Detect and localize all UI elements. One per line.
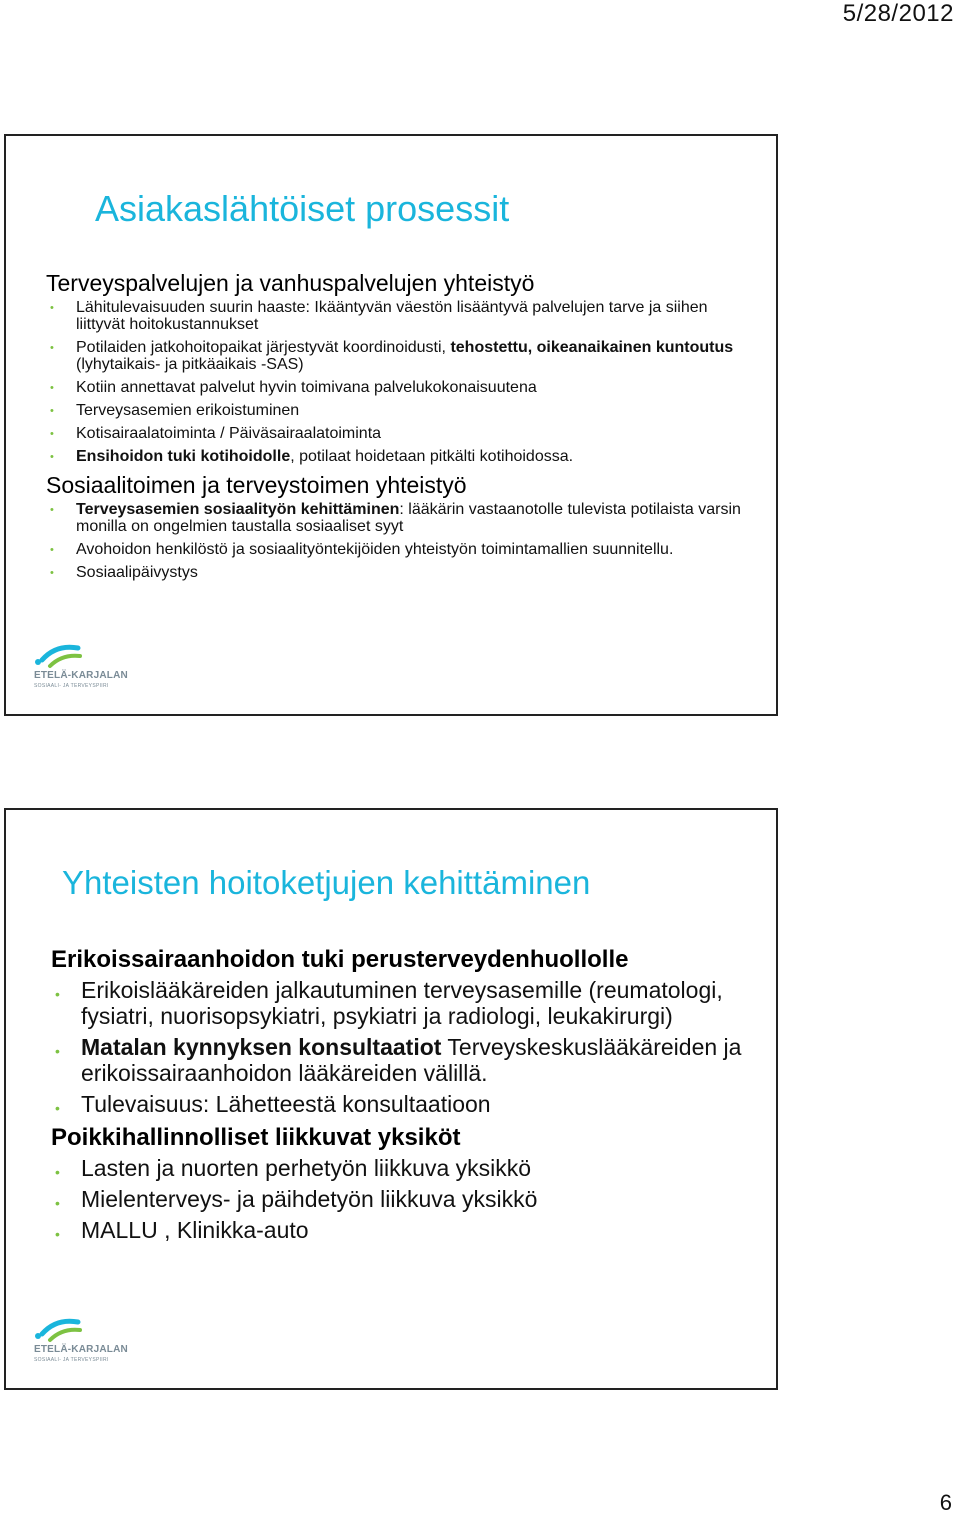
bullet-dot-icon: •	[50, 302, 54, 314]
bullet-dot-icon: •	[50, 451, 54, 463]
bullet-dot-icon: •	[50, 428, 54, 440]
bullet-item: • Kotiin annettavat palvelut hyvin toimivana palvelukokonaisuutena	[50, 379, 537, 396]
bullet-dot-icon: •	[55, 1164, 60, 1180]
bullet-item: • Terveysasemien sosiaalityön kehittäminen: lääkärin vastaanotolle tulevista potilaista varsin monilla on ongelmien taustalla sosiaaliset syyt	[50, 501, 741, 535]
section-heading: Poikkihallinnolliset liikkuvat yksiköt	[51, 1124, 461, 1151]
bullet-dot-icon: •	[50, 504, 54, 516]
bullet-item: • Mielenterveys- ja päihdetyön liikkuva yksikkö	[51, 1186, 756, 1212]
bullet-dot-icon: •	[50, 567, 54, 579]
bullet-list	[51, 977, 756, 1117]
slide-title: Asiakaslähtöiset prosessit	[95, 188, 510, 229]
bullet-dot-icon: •	[55, 1043, 60, 1059]
slide-body	[46, 269, 746, 587]
slide-body	[51, 944, 756, 1248]
bullet-item: • Potilaiden jatkohoitopaikat järjestyvät koordinoidusti, tehostettu, oikeanaikainen kuntoutus (lyhytaikais- ja pitkäaikais -SAS)	[50, 339, 734, 373]
bullet-dot-icon: •	[50, 342, 54, 354]
bullet-dot-icon: •	[50, 382, 54, 394]
etela-karjala-logo-icon: ETELÄ-KARJALAN SOSIAALI- JA TERVEYSPIIRI	[28, 1312, 138, 1368]
bullet-dot-icon: •	[55, 1100, 60, 1116]
bullet-list	[46, 299, 746, 465]
bullet-list	[51, 1155, 756, 1243]
bullet-dot-icon: •	[50, 544, 54, 556]
section-heading: Sosiaalitoimen ja terveystoimen yhteistyö	[46, 472, 467, 498]
bullet-item: • Sosiaalipäivystys	[50, 564, 198, 581]
bullet-item: • Kotisairaalatoiminta / Päiväsairaalatoiminta	[50, 425, 382, 442]
bullet-item: • Lasten ja nuorten perhetyön liikkuva yksikkö	[51, 1155, 756, 1181]
bullet-item: • Matalan kynnyksen konsultaatiot Terveyskeskuslääkäreiden ja erikoissairaanhoidon lääkäreiden välillä.	[55, 1034, 742, 1086]
slide-title: Yhteisten hoitoketjujen kehittäminen	[62, 864, 591, 901]
bullet-item: • Avohoidon henkilöstö ja sosiaalityöntekijöiden yhteistyön toimintamallien suunnitellu.	[50, 541, 674, 558]
bullet-item: • Tulevaisuus: Lähetteestä konsultaatioon	[51, 1091, 756, 1117]
bullet-dot-icon: •	[55, 1226, 60, 1242]
bullet-dot-icon: •	[55, 1195, 60, 1211]
slide-1	[4, 134, 778, 716]
bullet-item: • Ensihoidon tuki kotihoidolle, potilaat hoidetaan pitkälti kotihoidossa.	[50, 448, 574, 465]
page-number: 6	[939, 1490, 952, 1515]
slide-2	[4, 808, 778, 1390]
section-heading: Erikoissairaanhoidon tuki perusterveydenhuollolle	[51, 946, 629, 973]
bullet-dot-icon: •	[55, 986, 60, 1002]
bullet-item: • Erikoislääkäreiden jalkautuminen terveysasemille (reumatologi, fysiatri, nuorisopsykiatri, psykiatri ja radiologi, leukakirurgi)	[55, 977, 723, 1029]
bullet-item: • Terveysasemien erikoistuminen	[50, 402, 300, 419]
etela-karjala-logo-icon: ETELÄ-KARJALAN SOSIAALI- JA TERVEYSPIIRI	[28, 638, 138, 694]
page-date: 5/28/2012	[842, 0, 954, 27]
bullet-list	[46, 501, 746, 581]
bullet-item: • MALLU , Klinikka-auto	[51, 1217, 756, 1243]
bullet-item: • Lähitulevaisuuden suurin haaste: Ikääntyvän väestön lisääntyvä palvelujen tarve ja siihen liittyvät hoitokustannukset	[50, 299, 708, 333]
section-heading: Terveyspalvelujen ja vanhuspalvelujen yhteistyö	[46, 270, 535, 296]
bullet-dot-icon: •	[50, 405, 54, 417]
